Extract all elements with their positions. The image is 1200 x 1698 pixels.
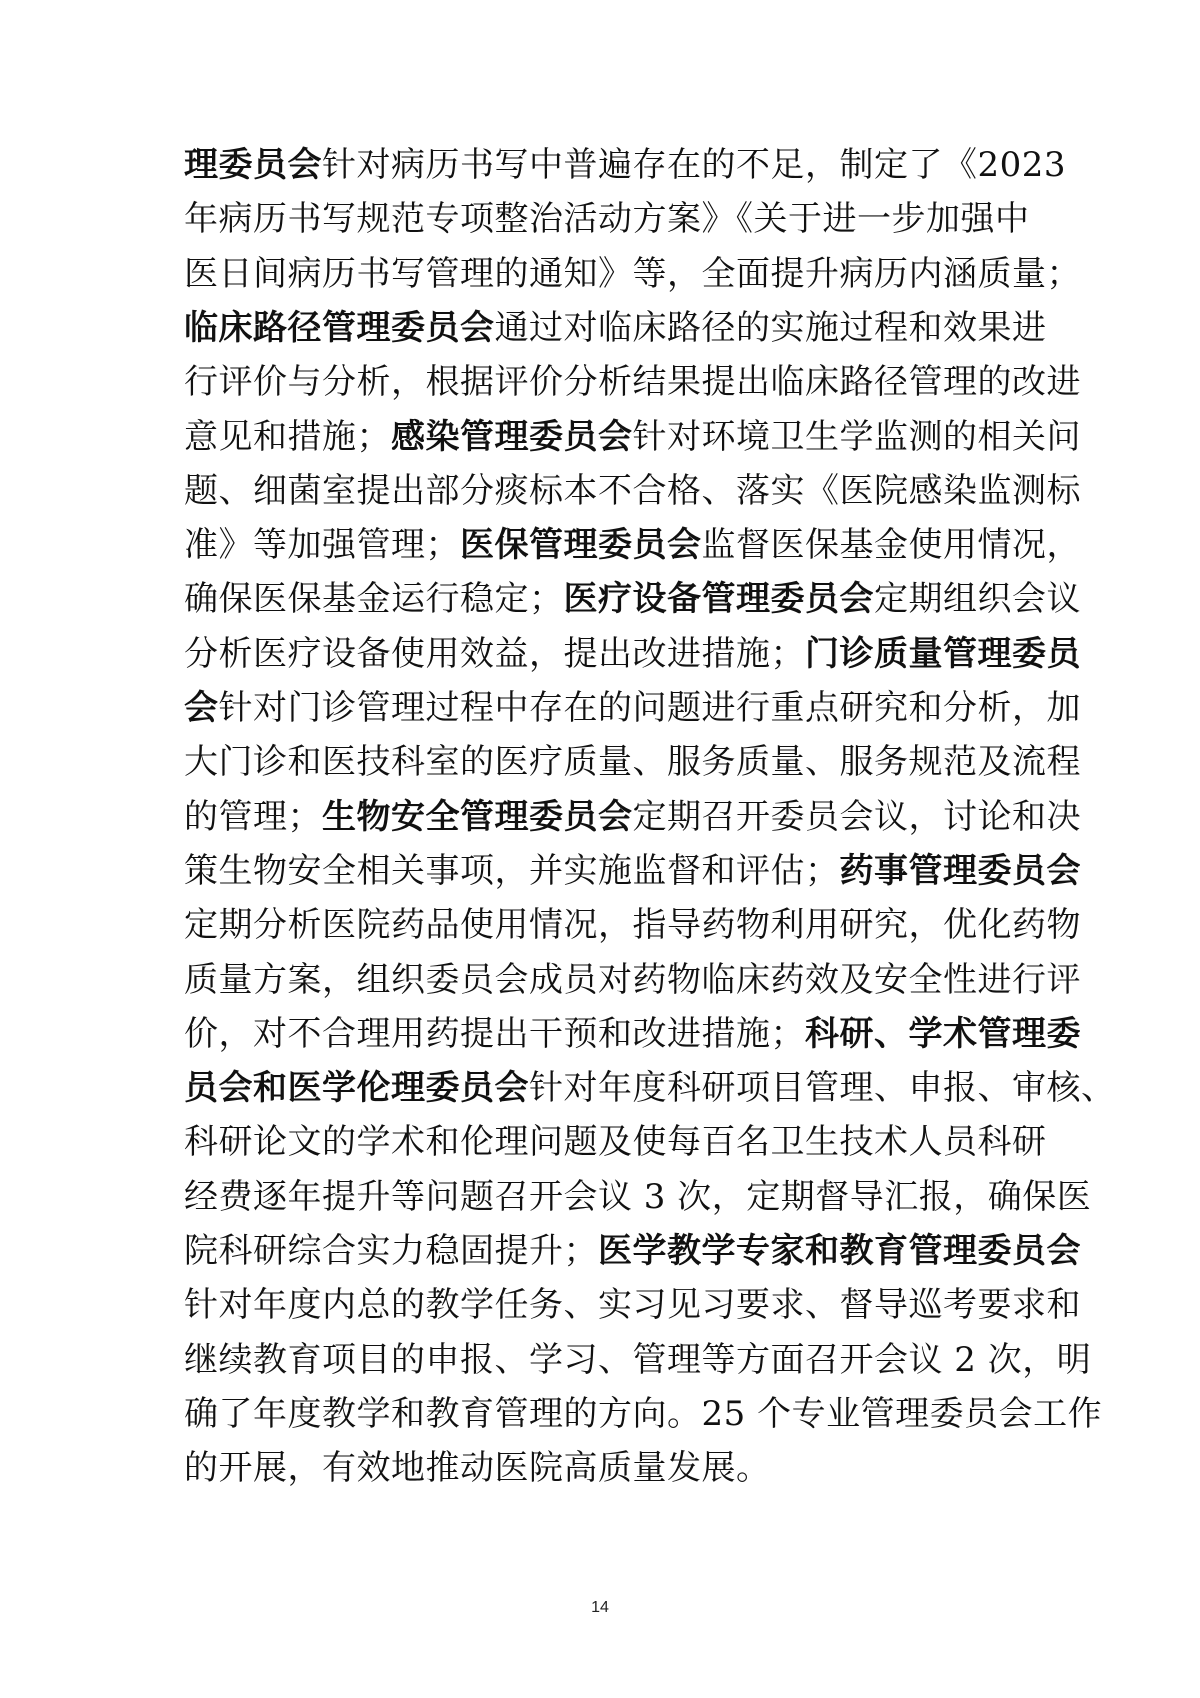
text-line: [184, 464, 1081, 518]
text-line: [184, 1061, 1116, 1115]
committee-name: 医学教学专家和教育管理委员会: [598, 1231, 1081, 1271]
text-run: 定期组织会议: [874, 579, 1081, 620]
text-run: 院科研综合实力稳固提升；: [184, 1231, 598, 1271]
text-run: 质量方案，组织委员会成员对药物临床药效及安全性进行评: [184, 959, 1081, 1000]
text-line: [184, 138, 1067, 192]
text-line: [184, 1224, 1081, 1278]
text-run: 题、细菌室提出部分痰标本不合格、落实《医院感染监测标: [184, 470, 1081, 511]
page-number: 14: [591, 1599, 609, 1616]
text-line: [184, 1115, 1047, 1169]
text-run: 针对年度科研项目管理、申报、审核、: [529, 1068, 1116, 1109]
text-line: [184, 627, 1081, 681]
text-line: [184, 192, 1030, 246]
committee-name: 科研、学术管理委: [805, 1013, 1081, 1054]
text-line: [184, 355, 1081, 409]
text-run: 意见和措施；: [184, 416, 391, 457]
text-run: 价，对不合理用药提出干预和改进措施；: [184, 1013, 805, 1054]
text-line: [184, 953, 1081, 1007]
committee-name: 生物安全管理委员会: [322, 796, 633, 837]
text-line: [184, 1007, 1081, 1061]
text-line: [184, 681, 1081, 735]
text-line: [184, 898, 1081, 952]
text-line: [184, 1333, 1092, 1387]
text-line: [184, 518, 1081, 572]
text-run: 年病历书写规范专项整治活动方案》《关于进一步加强中: [184, 199, 1030, 240]
committee-name: 感染管理委员会: [391, 416, 633, 457]
text-run: 的开展，有效地推动医院高质量发展。: [184, 1448, 771, 1489]
text-run: 定期召开委员会议，讨论和决: [632, 796, 1081, 837]
text-run: 经费逐年提升等问题召开会议 3 次，定期督导汇报，确保医: [184, 1176, 1092, 1217]
committee-name: 医疗设备管理委员会: [563, 579, 874, 620]
text-line: [184, 790, 1081, 844]
text-run: 行评价与分析，根据评价分析结果提出临床路径管理的改进: [184, 362, 1081, 403]
text-run: 确了年度教学和教育管理的方向。25 个专业管理委员会工作: [184, 1393, 1103, 1434]
text-line: [184, 735, 1081, 789]
text-run: 监督医保基金使用情况，: [701, 525, 1081, 566]
text-line: [184, 572, 1081, 626]
text-run: 针对年度内总的教学任务、实习见习要求、督导巡考要求和: [184, 1285, 1081, 1326]
text-run: 分析医疗设备使用效益，提出改进措施；: [184, 633, 805, 674]
committee-name: 员会和医学伦理委员会: [184, 1068, 529, 1109]
committee-name: 门诊质量管理委员: [805, 633, 1081, 674]
text-line: [184, 1170, 1092, 1224]
text-line: [184, 844, 1081, 898]
committee-name: 医保管理委员会: [460, 525, 702, 566]
text-line: [184, 1278, 1081, 1332]
text-run: 准》等加强管理；: [184, 525, 460, 566]
committee-name: 药事管理委员会: [839, 850, 1081, 891]
text-run: 大门诊和医技科室的医疗质量、服务质量、服务规范及流程: [184, 742, 1081, 783]
text-run: 的管理；: [184, 796, 322, 837]
text-run: 医日间病历书写管理的通知》等，全面提升病历内涵质量；: [184, 253, 1081, 294]
text-run: 针对门诊管理过程中存在的问题进行重点研究和分析，加: [218, 688, 1081, 728]
text-line: [184, 1441, 1024, 1495]
committee-name: 临床路径管理委员会: [184, 307, 495, 348]
text-line: [184, 410, 1081, 464]
committee-name: 理委员会: [184, 145, 322, 185]
text-run: 继续教育项目的申报、学习、管理等方面召开会议 2 次，明: [184, 1339, 1092, 1380]
text-line: [184, 301, 1047, 355]
committee-name: 会: [184, 688, 219, 728]
text-run: 策生物安全相关事项，并实施监督和评估；: [184, 850, 840, 891]
text-line: [184, 247, 1081, 301]
text-run: 科研论文的学术和伦理问题及使每百名卫生技术人员科研: [184, 1122, 1047, 1163]
text-run: 通过对临床路径的实施过程和效果进: [494, 307, 1047, 348]
text-run: 针对病历书写中普遍存在的不足，制定了《2023: [322, 145, 1067, 185]
text-run: 定期分析医院药品使用情况，指导药物利用研究，优化药物: [184, 905, 1081, 946]
text-run: 针对环境卫生学监测的相关问: [632, 416, 1081, 457]
text-run: 确保医保基金运行稳定；: [184, 579, 564, 620]
text-line: [184, 1387, 1103, 1441]
